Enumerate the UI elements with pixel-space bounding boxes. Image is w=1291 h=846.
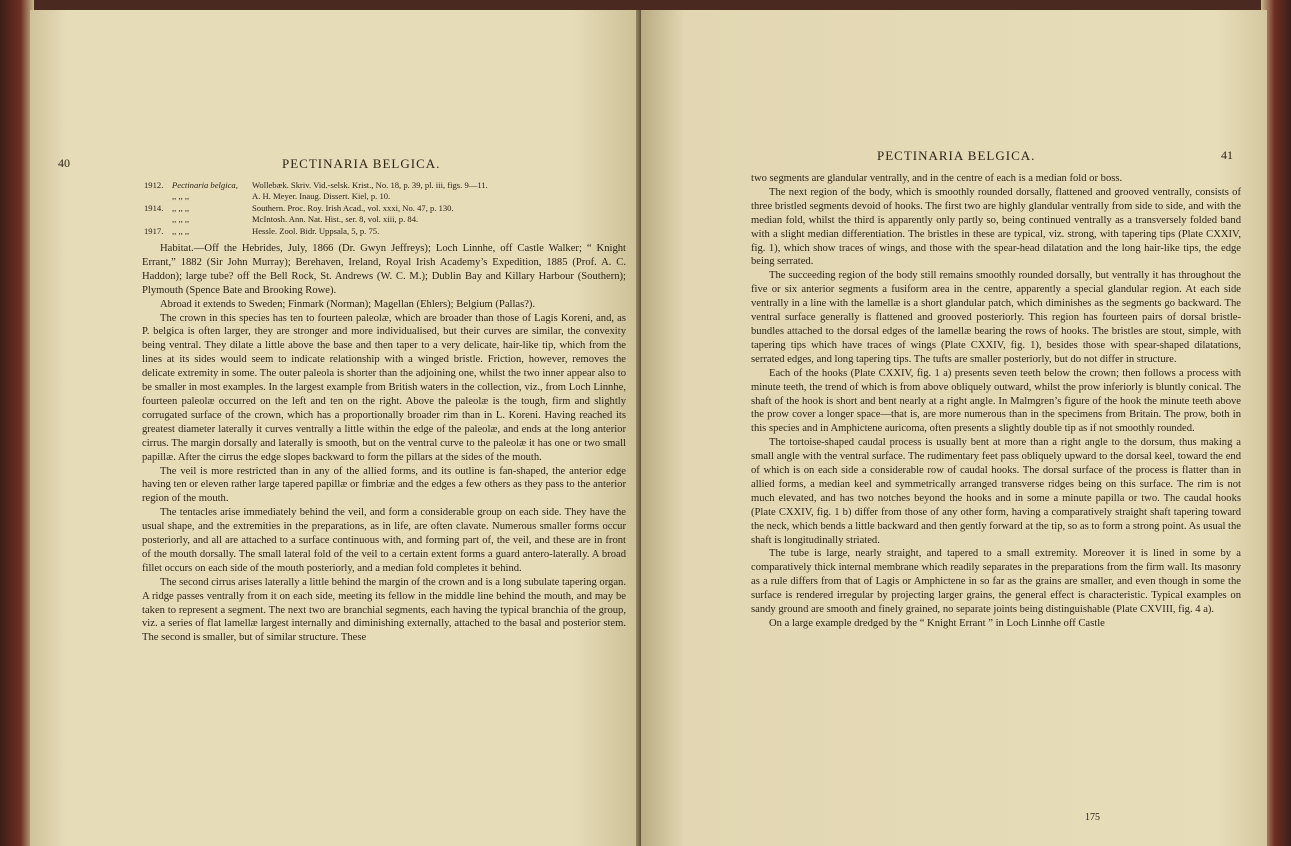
book-cover-edge-left [0,0,34,846]
page-number: 41 [1221,148,1233,162]
page-number: 40 [58,156,70,170]
reference-species: Pectinaria belgica, [172,180,238,190]
paragraph-habitat: Habitat.—Off the Hebrides, July, 1866 (Dr. Gwyn Jeffreys); Loch Linnhe, off Castle Walker; “ Knight Errant,” 1882 (Sir John Murray); Berehaven, Ireland, Royal Irish Academy’s Expedition, 1885 (Prof. A. C. Haddon); large tube? off the Bell Rock, St. Andrews (W. C. M.); Dublin Bay and Killary Harbour (Southern); Plymouth (Spence Bate and Brooking Rowe). [142,243,626,296]
paragraph-next-region: The next region of the body, which is smoothly rounded dorsally, flattened and grooved ventrally, consists of three bristled segments devoid of hooks. The first two are highly glandular ventrally from side to side, and with the median fold, whilst the third is apparently only partly so, being continued ventrally as a transversely folded band with a slight median differentiation. The bristles in these are typical, viz. strong, with tapering tips (Plate CXXIV, fig. 1), which show traces of wings, and those with the spear-head dilatation and the long hair-like tips, the edge being serrated. [751,186,1241,268]
reference-citation: A. H. Meyer. Inaug. Dissert. Kiel, p. 10. [252,191,391,202]
reference-year [144,191,172,202]
reference-species: ,, ,, ,, [172,214,190,225]
running-head: PECTINARIA BELGICA. [877,148,1036,163]
footer-number: 175 [1085,812,1100,823]
reference-citation: Wollebæk. Skriv. Vid.-selsk. Krist., No. 18, p. 39, pl. iii, figs. 9—11. [252,180,488,190]
paragraph-veil: The veil is more restricted than in any of the allied forms, and its outline is fan-shaped, the anterior edge having ten or eleven rather large tapered papillæ or fimbriæ and the edges a few others as they pass to the anterior region of the mouth. [142,465,626,505]
reference-entry [144,203,624,214]
paragraph-crown: The crown in this species has ten to fourteen paleolæ, which are broader than those of Lagis Koreni, and, as P. belgica is often larger, they are stronger and more individualised, but their curves are similar, the convexity being ventral. They dilate a little above the base and then taper to a very delicate, hair-like tip, which from the lines at its sides would seem to indicate relationship with a winged bristle. Friction, however, removes the delicate extremity in some. The outer paleola is shorter than the adjoining one, whilst the two inner appear also to be smaller in most examples. In the largest example from British waters in the collection, viz., from Loch Linnhe, fourteen paleolæ occurred on the left and ten on the right. Above the paleolæ is the tough, firm and slightly corrugated surface of the crown, which has a proportionally broader rim than in L. Koreni. Having reached its greatest diameter laterally it curves ventrally a little within the edge of the paleolæ, and ends at the long anterior cirrus. The margin dorsally and laterally is smooth, but on the ventral curve to the paleolæ it has one or two small papillæ. After the cirrus the edge slopes backward to form the pillars at the sides of the mouth. [142,312,626,463]
reference-list [144,180,624,237]
paragraph-large-example: On a large example dredged by the “ Knight Errant ” in Loch Linnhe off Castle [769,618,1105,629]
reference-year [144,214,172,225]
left-body-text [142,242,626,645]
reference-year: 1912. [144,180,164,190]
reference-citation: Southern. Proc. Roy. Irish Acad., vol. xxxi, No. 47, p. 130. [252,202,454,213]
reference-entry [144,191,624,202]
reference-species: ,, ,, ,, [172,202,190,213]
paragraph-hooks: Each of the hooks (Plate CXXIV, fig. 1 a) presents seven teeth below the crown; then follows a process with minute teeth, the trend of which is from above obliquely outward, whilst the prow inferiorly is bluntly conical. The shaft of the hook is short and bent nearly at a right angle. In Malmgren’s figure of the hook the minute teeth above the prow cover a longer space—that is, are more numerous than in the specimens from Britain. The prow, both in this species and in Amphictene auricoma, often presents a slightly double tip as if not smoothly rounded. [751,367,1241,435]
paragraph-caudal-process: The tortoise-shaped caudal process is usually bent at more than a right angle to the dorsum, thus making a small angle with the ventral surface. The rudimentary feet pass obliquely upward to the dorsal keel, toward the end of which is on each side a considerable row of caudal hooks. The dorsal surface of the process is flatter than in allied forms, a median keel and symmetrically arranged transverse ridges being on this surface. The rim is not much elevated, and has two notches beyond the hooks and in some a minute papilla or two. The caudal hooks (Plate CXXIV, fig. 1 b) differ from those of any other form, having a comparatively straight shaft tapering toward the neck, which bends a little backward and then gently forward at the tip, so as to form a strong point. As usual the shaft is longitudinally striated. [751,437,1241,546]
reference-year: 1914. [144,202,164,213]
paragraph-succeeding-region: The succeeding region of the body still remains smoothly rounded dorsally, but ventrally it has throughout the five or six anterior segments a fusiform area in the centre, apparently a special glandular region. At each side ventrally in a line with the lamellæ is a short glandular patch, which diminishes as the segments go backward. The ventral surface generally is flattened and grooved posteriorly. This region has fourteen pairs of dorsal bristle-bundles attached to the dorsal edges of the lamellæ bearing the rows of hooks. The bristles are stout, simple, with tapering tips which have traces of wings (Plate CXXIV, fig. 1), besides those with spear-shaped dilatations, serrated edges, and long tapering tips. The tufts are smaller posteriorly, but do not differ in structure. [751,270,1241,365]
right-page [641,10,1267,846]
reference-citation: Hessle. Zool. Bidr. Uppsala, 5, p. 75. [252,225,380,236]
reference-citation: McIntosh. Ann. Nat. Hist., ser. 8, vol. xiii, p. 84. [252,214,419,225]
reference-species: ,, ,, ,, [172,225,190,236]
reference-entry [144,226,624,237]
paragraph-continued: two segments are glandular ventrally, and in the centre of each is a median fold or boss. [751,173,1123,184]
left-page [30,10,647,846]
paragraph-tube: The tube is large, nearly straight, and tapered to a small extremity. Moreover it is lined in some by a comparatively thick internal membrane which readily separates in the preparations from the firm wall. Its masonry as a rule differs from that of Lagis or Amphictene in so far as the grains are smaller, and even though in some the surface is rendered irregular by projecting larger grains, the general effect is characteristic. Typical examples on sandy ground are smooth and finely grained, no separate joints being distinguishable (Plate CXVIII, fig. 4 a). [751,548,1241,616]
paragraph-abroad: Abroad it extends to Sweden; Finmark (Norman); Magellan (Ehlers); Belgium (Pallas?). [160,298,536,310]
running-head: PECTINARIA BELGICA. [282,156,441,171]
paragraph-tentacles: The tentacles arise immediately behind the veil, and form a considerable group on each side. They have the usual shape, and the extremities in the preparations, as in life, are often clavate. Numerous smaller forms occur posteriorly, and all are attached to a surface continuous with, and forming part of, the veil, and these are in front of the mouth dorsally. The small lateral fold of the veil to a certain extent forms a guard antero-laterally. A broad fillet occurs on each side of the mouth posteriorly, and a median fold completes it behind. [142,507,626,574]
right-body-text [751,172,1241,631]
reference-entry [144,180,624,191]
reference-entry [144,214,624,225]
reference-species: ,, ,, ,, [172,191,190,202]
reference-year: 1917. [144,225,164,236]
paragraph-second-cirrus: The second cirrus arises laterally a little behind the margin of the crown and is a long subulate tapering organ. A ridge passes ventrally from it on each side, meeting its fellow in the middle line behind the mouth, and may be taken to represent a segment. The next two are branchial segments, each having the typical branchia of the group, viz. a series of flat lamellæ largest internally and diminishing externally, attached to the basal and posterior stem. The second is smaller, but of similar structure. These [142,576,626,644]
